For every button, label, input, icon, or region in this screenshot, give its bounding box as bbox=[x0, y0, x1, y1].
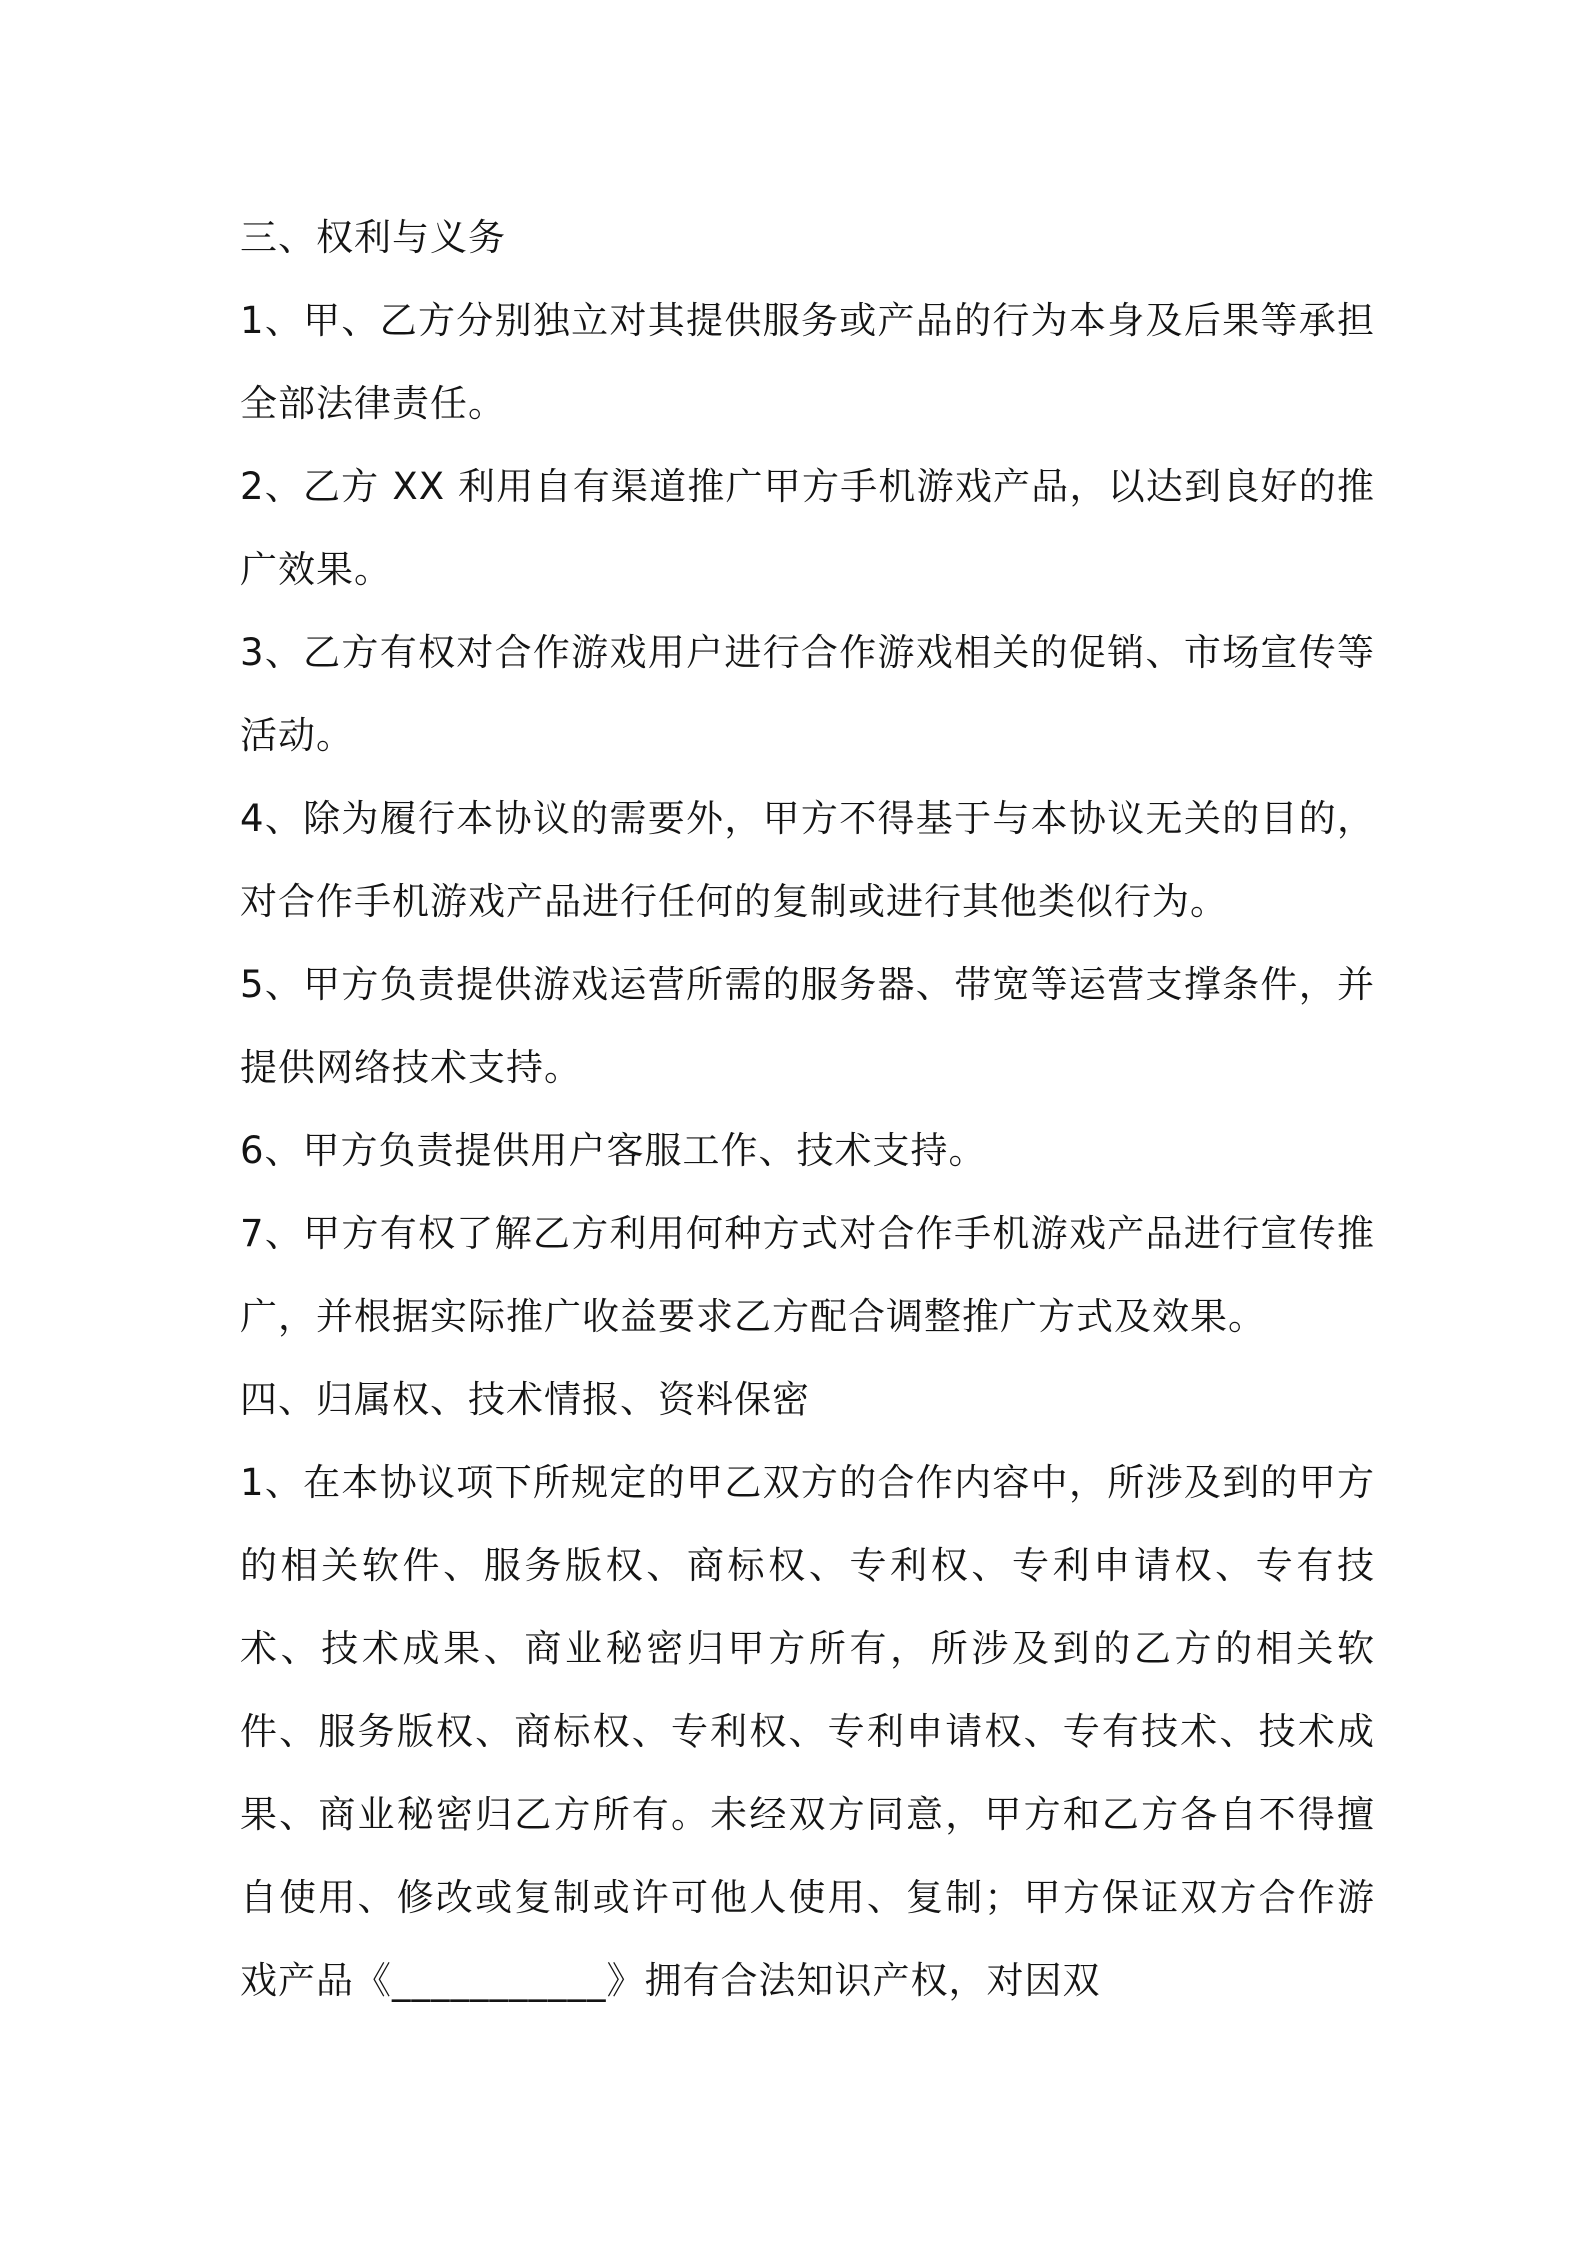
section-3-item-6: 6、甲方负责提供用户客服工作、技术支持。 bbox=[240, 1129, 987, 1172]
section-3-item-5: 5、甲方负责提供游戏运营所需的服务器、带宽等运营支撑条件，并提供网络技术支持。 bbox=[240, 963, 1375, 1089]
section-3-item-3: 3、乙方有权对合作游戏用户进行合作游戏相关的促销、市场宣传等活动。 bbox=[240, 631, 1375, 757]
document-page bbox=[240, 196, 1375, 2022]
section-3-item-7: 7、甲方有权了解乙方利用何种方式对合作手机游戏产品进行宣传推广，并根据实际推广收益要求乙方配合调整推广方式及效果。 bbox=[240, 1212, 1375, 1338]
section-3-item-4: 4、除为履行本协议的需要外，甲方不得基于与本协议无关的目的，对合作手机游戏产品进行任何的复制或进行其他类似行为。 bbox=[240, 797, 1375, 923]
section-3-item-2: 2、乙方 XX 利用自有渠道推广甲方手机游戏产品，以达到良好的推广效果。 bbox=[240, 465, 1375, 591]
section-4-item-1: 1、在本协议项下所规定的甲乙双方的合作内容中，所涉及到的甲方的相关软件、服务版权、商标权、专利权、专利申请权、专有技术、技术成果、商业秘密归甲方所有，所涉及到的乙方的相关软件、服务版权、商标权、专利权、专利申请权、专有技术、技术成果、商业秘密归乙方所有。未经双方同意，甲方和乙方各自不得擅自使用、修改或复制或许可他人使用、复制；甲方保证双方合作游戏产品《___________》拥有合法知识产权，对因双 bbox=[240, 1461, 1375, 2002]
section-3-heading: 三、权利与义务 bbox=[240, 216, 506, 259]
section-4-heading: 四、归属权、技术情报、资料保密 bbox=[240, 1378, 810, 1421]
section-3-item-1: 1、甲、乙方分别独立对其提供服务或产品的行为本身及后果等承担全部法律责任。 bbox=[240, 299, 1375, 425]
